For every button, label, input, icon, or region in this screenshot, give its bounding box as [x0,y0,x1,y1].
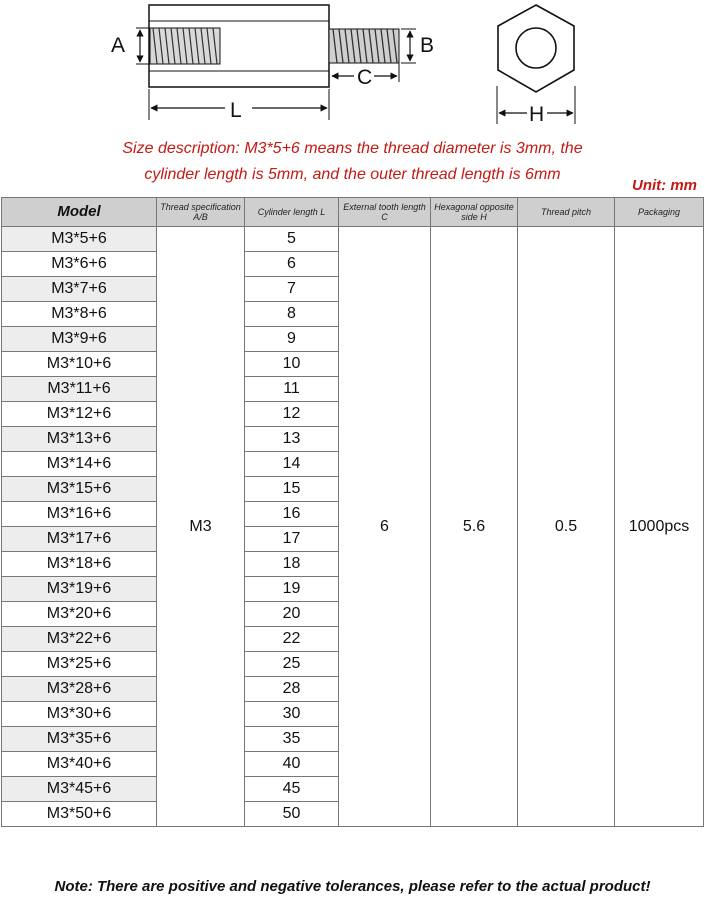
header-packaging: Packaging [615,198,704,227]
model-cell: M3*13+6 [2,427,157,452]
packaging-cell: 1000pcs [615,227,704,827]
cylinder-length-cell: 9 [245,327,339,352]
cylinder-length-cell: 20 [245,602,339,627]
cylinder-length-cell: 19 [245,577,339,602]
dimension-b [401,29,434,63]
cylinder-length-cell: 13 [245,427,339,452]
model-cell: M3*18+6 [2,552,157,577]
table-row [2,227,704,252]
dimension-a [111,28,150,64]
model-cell: M3*25+6 [2,652,157,677]
cylinder-length-cell: 6 [245,252,339,277]
model-cell: M3*40+6 [2,752,157,777]
cylinder-length-cell: 30 [245,702,339,727]
cylinder-length-cell: 25 [245,652,339,677]
internal-thread [150,28,220,64]
model-cell: M3*5+6 [2,227,157,252]
header-cylinder-length: Cylinder length L [245,198,339,227]
header-thread-spec: Thread specification A/B [157,198,245,227]
model-cell: M3*45+6 [2,777,157,802]
header-model: Model [2,198,157,227]
cylinder-length-cell: 35 [245,727,339,752]
model-cell: M3*6+6 [2,252,157,277]
model-cell: M3*11+6 [2,377,157,402]
dimension-l [149,89,329,122]
tolerance-note: Note: There are positive and negative tolerances, please refer to the actual product! [54,878,651,895]
table-body [2,227,704,827]
model-cell: M3*10+6 [2,352,157,377]
model-cell: M3*12+6 [2,402,157,427]
cylinder-length-cell: 28 [245,677,339,702]
model-cell: M3*19+6 [2,577,157,602]
cylinder-length-cell: 14 [245,452,339,477]
label-c: C [357,66,373,89]
model-cell: M3*50+6 [2,802,157,827]
size-description-line-1: Size description: M3*5+6 means the thread diameter is 3mm, the [122,140,583,157]
cylinder-length-cell: 17 [245,527,339,552]
cylinder-length-cell: 50 [245,802,339,827]
model-cell: M3*16+6 [2,502,157,527]
model-cell: M3*8+6 [2,302,157,327]
model-cell: M3*14+6 [2,452,157,477]
model-cell: M3*15+6 [2,477,157,502]
cylinder-length-cell: 15 [245,477,339,502]
header-hexagonal: Hexagonal opposite side H [431,198,518,227]
spec-table [1,197,704,827]
cylinder-length-cell: 16 [245,502,339,527]
hexagon-view [498,5,574,92]
cylinder-length-cell: 45 [245,777,339,802]
table-header-row [2,198,704,227]
external-tooth-cell: 6 [339,227,431,827]
external-thread [329,29,399,63]
thread-pitch-cell: 0.5 [518,227,615,827]
cylinder-length-cell: 7 [245,277,339,302]
cylinder-length-cell: 40 [245,752,339,777]
unit-label: Unit: mm [632,177,697,194]
model-cell: M3*17+6 [2,527,157,552]
cylinder-length-cell: 18 [245,552,339,577]
model-cell: M3*7+6 [2,277,157,302]
cylinder-length-cell: 10 [245,352,339,377]
header-thread-pitch: Thread pitch [518,198,615,227]
label-h: H [529,103,545,126]
cylinder-length-cell: 5 [245,227,339,252]
model-cell: M3*9+6 [2,327,157,352]
model-cell: M3*30+6 [2,702,157,727]
hexagonal-cell: 5.6 [431,227,518,827]
label-a: A [111,34,126,57]
model-cell: M3*20+6 [2,602,157,627]
label-l: L [230,99,242,122]
label-b: B [420,34,435,57]
cylinder-length-cell: 22 [245,627,339,652]
model-cell: M3*35+6 [2,727,157,752]
cylinder-length-cell: 8 [245,302,339,327]
header-external-tooth: External tooth length C [339,198,431,227]
standoff-dimension-diagram [0,0,705,135]
size-description-line-2: cylinder length is 5mm, and the outer thread length is 6mm [144,166,561,183]
cylinder-length-cell: 12 [245,402,339,427]
thread-spec-cell: M3 [157,227,245,827]
model-cell: M3*28+6 [2,677,157,702]
cylinder-length-cell: 11 [245,377,339,402]
dimension-c [332,63,399,89]
model-cell: M3*22+6 [2,627,157,652]
